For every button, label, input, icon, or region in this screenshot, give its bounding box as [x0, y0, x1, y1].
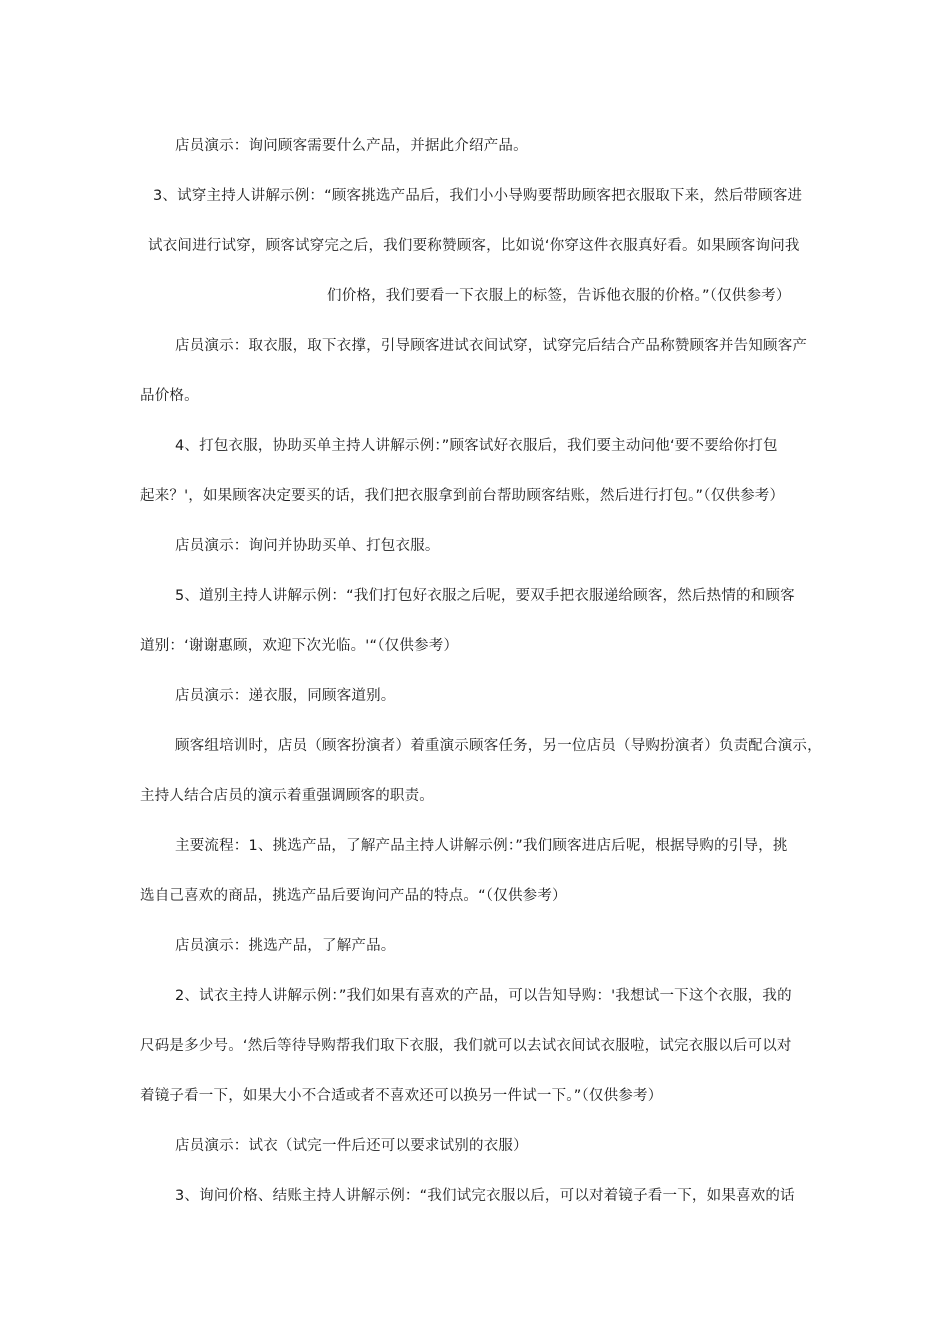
- text-line: 店员演示：递衣服，同顾客道别。: [175, 688, 396, 704]
- text-line: 着镜子看一下，如果大小不合适或者不喜欢还可以换另一件试一下。”（仅供参考）: [140, 1088, 663, 1104]
- text-line: 3、试穿主持人讲解示例：“顾客挑选产品后，我们小小导购要帮助顾客把衣服取下来，然后带顾客进: [153, 188, 803, 204]
- text-line: 店员演示：询问并协助买单、打包衣服。: [175, 538, 440, 554]
- text-line: 2、试衣主持人讲解示例：”我们如果有喜欢的产品，可以告知导购：'我想试一下这个衣服，我的: [175, 988, 792, 1004]
- text-line: 顾客组培训时，店员（顾客扮演者）着重演示顾客任务，另一位店员（导购扮演者）负责配合演示，: [175, 738, 822, 754]
- text-line: 主持人结合店员的演示着重强调顾客的职责。: [140, 788, 434, 804]
- text-line: 店员演示：取衣服，取下衣撑，引导顾客进试衣间试穿，试穿完后结合产品称赞顾客并告知顾客产: [175, 338, 808, 354]
- text-line: 道别：‘谢谢惠顾，欢迎下次光临。'“（仅供参考）: [140, 638, 459, 654]
- text-line: 主要流程：1、挑选产品，了解产品主持人讲解示例：”我们顾客进店后呢，根据导购的引导，挑: [175, 838, 788, 854]
- text-line: 店员演示：试衣（试完一件后还可以要求试别的衣服）: [175, 1138, 528, 1154]
- text-line: 5、道别主持人讲解示例：“我们打包好衣服之后呢，要双手把衣服递给顾客，然后热情的和顾客: [175, 588, 795, 604]
- text-line: 店员演示：挑选产品，了解产品。: [175, 938, 396, 954]
- text-line: 尺码是多少号。‘然后等待导购帮我们取下衣服，我们就可以去试衣间试衣服啦，试完衣服以后可以对: [140, 1038, 792, 1054]
- text-line: 4、打包衣服，协助买单主持人讲解示例：”顾客试好衣服后，我们要主动问他‘要不要给你打包: [175, 438, 778, 454]
- text-line: 品价格。: [140, 388, 199, 404]
- text-line: 试衣间进行试穿，顾客试穿完之后，我们要称赞顾客，比如说‘你穿这件衣服真好看。如果顾客询问我: [148, 238, 800, 254]
- text-line: 3、询问价格、结账主持人讲解示例：“我们试完衣服以后，可以对着镜子看一下，如果喜欢的话: [175, 1188, 795, 1204]
- text-line: 选自己喜欢的商品，挑选产品后要询问产品的特点。“（仅供参考）: [140, 888, 567, 904]
- text-line: 起来？'，如果顾客决定要买的话，我们把衣服拿到前台帮助顾客结账，然后进行打包。”（仅供参考）: [140, 488, 785, 504]
- text-line: 们价格，我们要看一下衣服上的标签，告诉他衣服的价格。”（仅供参考）: [327, 288, 791, 304]
- text-line: 店员演示：询问顾客需要什么产品，并据此介绍产品。: [175, 138, 528, 154]
